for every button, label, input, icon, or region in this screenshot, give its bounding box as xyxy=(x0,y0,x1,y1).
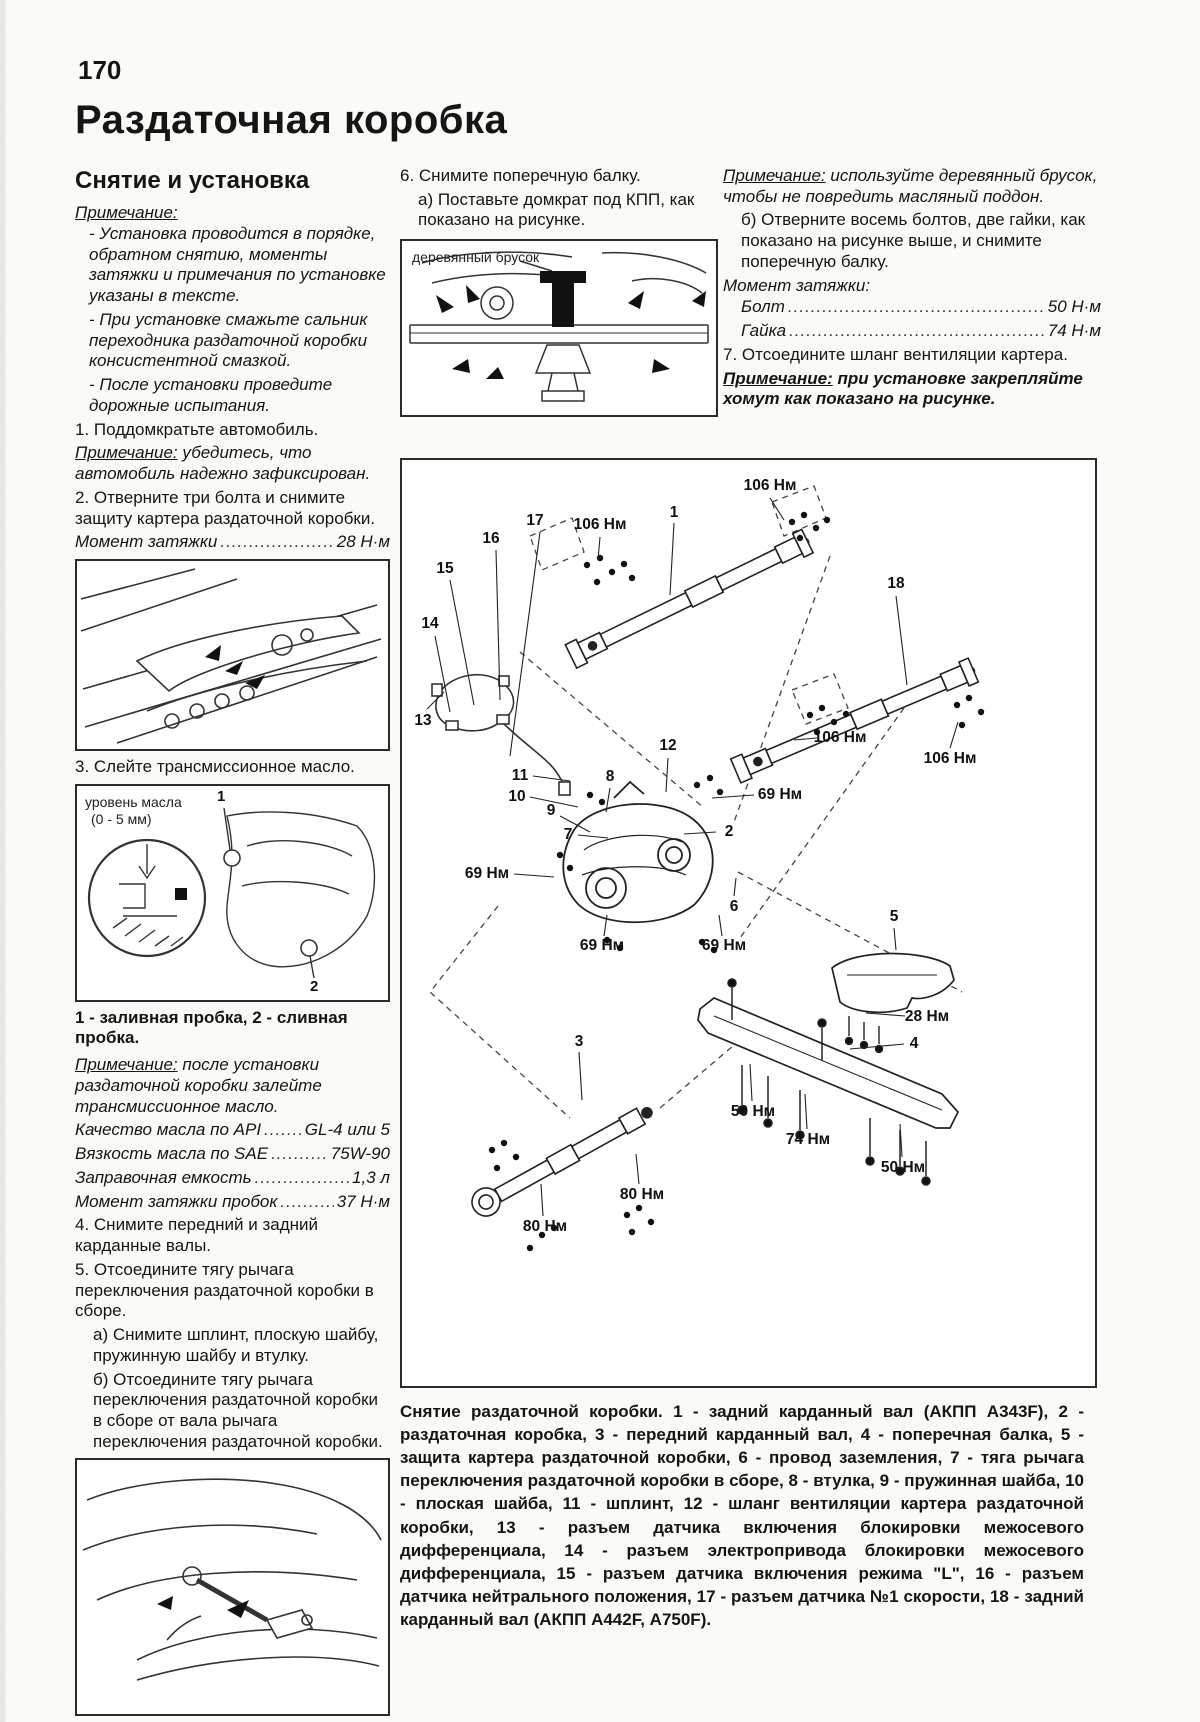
note-block-3 xyxy=(75,1055,390,1117)
note-label: Примечание: xyxy=(723,368,833,388)
bolt-torque-row xyxy=(723,297,1101,318)
torque-label-106-3: 106 Нм xyxy=(813,729,867,746)
dotted-leader xyxy=(255,1168,349,1189)
note-text: при установке закрепляйте хомут как показано на рисунке. xyxy=(723,368,1083,409)
spec-label: Качество масла по API xyxy=(75,1120,262,1140)
part-label-7: 7 xyxy=(563,826,573,843)
spec-label: Гайка xyxy=(741,321,787,341)
callout-1: 1 xyxy=(217,787,226,805)
figure-underbody-shield xyxy=(75,559,390,751)
middle-column xyxy=(400,166,718,423)
step-6: 6. Снимите поперечную балку. xyxy=(400,166,641,185)
diagram-caption: Снятие раздаточной коробки. 1 - задний карданный вал (АКПП А343F), 2 - раздаточная коробка, 3 - передний карданный вал, 4 - поперечная балка, 5 - защита картера раздаточной коробки, 6 - провод заземления, 7 - тяга рычага переключения раздаточной коробки в сборе, 8 - втулка, 9 - пружинная шайба, 10 - плоская шайба, 11 - шплинт, 12 - шланг вентиляции картера раздаточной коробки, 13 - разъем датчика включения блокировки межосевого дифференциала, 14 - разъем электропривода блокировки межосевого дифференциала, 15 - разъем датчика включения режима "L", 16 - разъем датчика нейтрального положения, 17 - разъем датчика №1 скорости, 18 - задний карданный вал (АКПП А442F, А750F). xyxy=(400,1402,1084,1629)
note-label: Примечание: xyxy=(75,1055,178,1075)
oil-spec-row xyxy=(75,1144,390,1165)
note-text: используйте деревянный брусок, чтобы не повредить масляный поддон. xyxy=(723,166,1098,206)
step-4: 4. Снимите передний и задний карданные валы. xyxy=(75,1215,319,1256)
spec-value: 74 Н·м xyxy=(1047,321,1101,341)
figure-shift-linkage xyxy=(75,1458,390,1716)
step-6b: б) Отверните восемь болтов, две гайки, как показано на рисунке выше, и снимите поперечную балку. xyxy=(741,210,1086,271)
part-label-3: 3 xyxy=(574,1033,584,1050)
oil-spec-row xyxy=(75,1168,390,1189)
torque-label-106-4: 106 Нм xyxy=(923,750,977,767)
note-item: - После установки проведите дорожные испытания. xyxy=(89,375,333,415)
part-label-12: 12 xyxy=(659,737,677,754)
plug-caption: 1 - заливная пробка, 2 - сливная пробка. xyxy=(75,1007,348,1048)
torque-label-28: 28 Нм xyxy=(904,1008,950,1025)
part-label-8: 8 xyxy=(605,768,615,785)
wooden-block-label: деревянный брусок xyxy=(412,249,540,266)
page-title: Раздаточная коробка xyxy=(75,98,508,142)
step-1: 1. Поддомкратьте автомобиль. xyxy=(75,419,319,439)
step-6a: а) Поставьте домкрат под КПП, как показано на рисунке. xyxy=(418,189,695,230)
torque-spec-row xyxy=(75,532,390,553)
oil-spec-row xyxy=(75,1120,390,1141)
torque-label-74: 74 Нм xyxy=(785,1131,831,1148)
part-label-1: 1 xyxy=(669,504,679,521)
part-label-13: 13 xyxy=(414,712,432,729)
note-label: Примечание: xyxy=(75,443,178,463)
note-label: Примечание: xyxy=(75,203,178,223)
step-7: 7. Отсоедините шланг вентиляции картера. xyxy=(723,344,1068,364)
part-label-16: 16 xyxy=(482,530,500,547)
spec-value: GL-4 или 5 xyxy=(304,1120,390,1140)
torque-label-50-2: 50 Нм xyxy=(880,1159,926,1176)
part-label-15: 15 xyxy=(436,560,454,577)
spec-label: Момент затяжки пробок xyxy=(75,1191,278,1211)
torque-label-80-1: 80 Нм xyxy=(619,1186,665,1203)
torque-heading: Момент затяжки: xyxy=(723,275,871,295)
note-text: убедитесь, что автомобиль надежно зафиксирован. xyxy=(75,443,371,484)
part-label-11: 11 xyxy=(511,767,529,784)
spec-value: 1,3 л xyxy=(352,1167,390,1187)
dotted-leader xyxy=(271,1144,328,1165)
note-item: - Установка проводится в порядке, обратном снятию, моменты затяжки и примечания по установке указаны в тексте. xyxy=(89,224,386,306)
note-text: после установки раздаточной коробки залейте трансмиссионное масло. xyxy=(75,1055,322,1116)
spec-label: Заправочная емкость xyxy=(75,1167,252,1187)
dotted-leader xyxy=(264,1120,302,1141)
shift-linkage-drawing xyxy=(77,1460,388,1714)
torque-label-106-2: 106 Нм xyxy=(743,477,797,494)
section-title: Снятие и установка xyxy=(75,167,310,194)
part-label-9: 9 xyxy=(546,802,556,819)
dotted-leader xyxy=(280,1192,333,1213)
dotted-leader xyxy=(220,532,333,553)
note-block-wood xyxy=(723,166,1101,207)
part-label-5: 5 xyxy=(889,908,899,925)
right-column xyxy=(723,166,1101,413)
part-label-18: 18 xyxy=(887,575,905,592)
part-label-2: 2 xyxy=(724,823,734,840)
jack-crossmember-drawing xyxy=(402,241,716,415)
part-label-4: 4 xyxy=(909,1035,919,1052)
step-5b: б) Отсоедините тягу рычага переключения раздаточной коробки в сборе от вала рычага переключения раздаточной коробки. xyxy=(93,1369,383,1451)
step-5a: а) Снимите шплинт, плоскую шайбу, пружинную шайбу и втулку. xyxy=(93,1325,379,1365)
oil-level-caption-line2: (0 - 5 мм) xyxy=(91,810,152,827)
torque-label-69-1: 69 Нм xyxy=(757,786,803,803)
part-label-10: 10 xyxy=(508,788,526,805)
torque-label-106-1: 106 Нм xyxy=(573,516,627,533)
spec-label: Момент затяжки xyxy=(75,532,218,552)
page-number: 170 xyxy=(78,55,122,85)
callout-2: 2 xyxy=(310,977,319,995)
torque-label-50-1: 50 Нм xyxy=(730,1103,776,1120)
left-column xyxy=(75,166,390,1722)
spec-value: 75W-90 xyxy=(330,1144,390,1164)
nut-torque-row xyxy=(723,321,1101,342)
spec-label: Вязкость масла по SAE xyxy=(75,1144,269,1164)
oil-level-caption-line1: уровень масла xyxy=(85,793,182,810)
note-label: Примечание: xyxy=(723,166,826,185)
dotted-leader xyxy=(789,321,1045,342)
figure-oil-level xyxy=(75,784,390,1002)
underbody-shield-drawing xyxy=(77,561,388,749)
spec-value: 28 Н·м xyxy=(336,532,390,552)
torque-label-69-4: 69 Нм xyxy=(701,937,747,954)
note-block-1 xyxy=(75,203,390,416)
note-block-2 xyxy=(75,443,390,484)
spec-value: 50 Н·м xyxy=(1047,297,1101,317)
part-label-14: 14 xyxy=(421,615,439,632)
diagram-label-layer xyxy=(402,460,1095,1386)
note-item: - При установке смажьте сальник переходника раздаточной коробки консистентной смазкой. xyxy=(89,309,368,371)
step-5: 5. Отсоедините тягу рычага переключения раздаточной коробки в сборе. xyxy=(75,1259,374,1321)
figure-jack-crossmember xyxy=(400,239,718,417)
note-block-clamp xyxy=(723,369,1101,410)
part-label-17: 17 xyxy=(526,512,544,529)
spec-value: 37 Н·м xyxy=(336,1191,390,1211)
step-3: 3. Слейте трансмиссионное масло. xyxy=(75,757,355,777)
exploded-diagram xyxy=(400,458,1097,1388)
step-2: 2. Отверните три болта и снимите защиту картера раздаточной коробки. xyxy=(75,487,376,528)
oil-spec-row xyxy=(75,1192,390,1213)
dotted-leader xyxy=(788,297,1045,318)
torque-label-69-2: 69 Нм xyxy=(464,865,510,882)
spec-label: Болт xyxy=(741,297,785,317)
part-label-6: 6 xyxy=(729,898,739,915)
torque-label-69-3: 69 Нм xyxy=(579,937,625,954)
torque-label-80-2: 80 Нм xyxy=(522,1218,568,1235)
